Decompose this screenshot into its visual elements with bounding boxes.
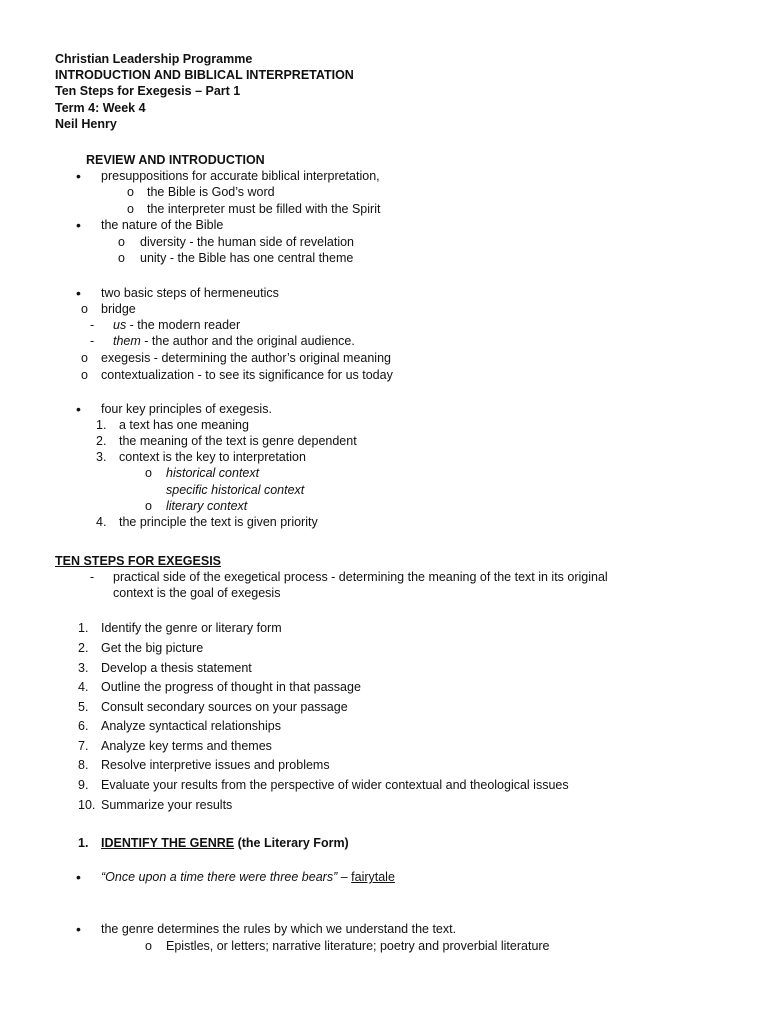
number-marker: 5.: [78, 700, 89, 714]
step-item: Develop a thesis statement: [101, 661, 252, 675]
nature-sub-item: [140, 250, 353, 266]
presup-sub-item: the Bible is God’s word: [147, 185, 275, 199]
principle-item: context is the key to interpretation: [119, 450, 306, 464]
bullet: •: [76, 869, 81, 885]
them-item: [113, 333, 355, 349]
dash-marker: -: [90, 318, 95, 332]
us-term: us: [113, 318, 127, 332]
genre-number: 1.: [78, 836, 89, 850]
step-item: Summarize your results: [101, 798, 233, 812]
us-desc: - the modern reader: [126, 318, 241, 332]
circle-bullet: o: [81, 351, 88, 365]
step-item: Evaluate your results from the perspective of wider contextual and theological issues: [101, 778, 569, 792]
circle-bullet: o: [145, 939, 152, 953]
steps-intro-line: practical side of the exegetical process - determining the meaning of the text in its original: [113, 570, 608, 584]
circle-bullet: o: [145, 499, 152, 513]
us-item: [113, 317, 240, 333]
bullet: •: [76, 217, 81, 233]
circle-bullet: o: [118, 235, 125, 249]
circle-bullet: o: [145, 466, 152, 480]
genre-quote: “Once upon a time there were three bears”: [101, 870, 338, 884]
programme-title: Christian Leadership Programme: [55, 52, 253, 66]
genre-heading-rest: (the Literary Form): [234, 836, 349, 850]
genre-rules-sub-item: Epistles, or letters; narrative literature; poetry and proverbial literature: [166, 939, 550, 953]
review-heading: REVIEW AND INTRODUCTION: [86, 153, 265, 167]
number-marker: 6.: [78, 719, 89, 733]
bullet: •: [76, 168, 81, 184]
step-item: Get the big picture: [101, 641, 204, 655]
principle-item: the meaning of the text is genre dependent: [119, 434, 357, 448]
genre-heading-underlined: IDENTIFY THE GENRE: [101, 836, 235, 850]
number-marker: 4.: [78, 680, 89, 694]
genre-rules-item: the genre determines the rules by which we understand the text.: [101, 922, 457, 936]
nature-item: the nature of the Bible: [101, 218, 224, 232]
context-sub-item: specific historical context: [166, 483, 305, 497]
step-item: Consult secondary sources on your passage: [101, 700, 348, 714]
number-marker: 9.: [78, 778, 89, 792]
number-marker: 1.: [78, 621, 89, 635]
course-title: INTRODUCTION AND BIBLICAL INTERPRETATION: [55, 68, 354, 82]
circle-bullet: o: [127, 185, 134, 199]
circle-bullet: o: [127, 202, 134, 216]
context-sub-item: literary context: [166, 499, 248, 513]
circle-bullet: o: [118, 251, 125, 265]
bullet: •: [76, 921, 81, 937]
lesson-title: Ten Steps for Exegesis – Part 1: [55, 84, 241, 98]
genre-example: [101, 869, 395, 885]
presuppositions-item: presuppositions for accurate biblical interpretation,: [101, 169, 380, 183]
number-marker: 4.: [96, 515, 107, 529]
unity-term: unity: [140, 251, 167, 265]
context-sub-item: historical context: [166, 466, 260, 480]
circle-bullet: o: [81, 368, 88, 382]
number-marker: 3.: [96, 450, 107, 464]
step-item: Identify the genre or literary form: [101, 621, 282, 635]
genre-dash: –: [337, 870, 352, 884]
genre-fairytale: fairytale: [351, 870, 395, 884]
bridge-item: bridge: [101, 302, 136, 316]
step-item: Resolve interpretive issues and problems: [101, 758, 330, 772]
contextualization-item: contextualization - to see its significance for us today: [101, 368, 393, 382]
step-item: Analyze syntactical relationships: [101, 719, 281, 733]
dash-marker: -: [90, 334, 95, 348]
diversity-term: diversity: [140, 235, 186, 249]
them-term: them: [113, 334, 141, 348]
principles-item: four key principles of exegesis.: [101, 402, 272, 416]
bullet: •: [76, 401, 81, 417]
number-marker: 3.: [78, 661, 89, 675]
steps-heading: TEN STEPS FOR EXEGESIS: [55, 554, 222, 568]
presup-sub-item: the interpreter must be filled with the Spirit: [147, 202, 381, 216]
author-name: Neil Henry: [55, 117, 117, 131]
step-item: Analyze key terms and themes: [101, 739, 272, 753]
number-marker: 8.: [78, 758, 89, 772]
principle-item: the principle the text is given priority: [119, 515, 318, 529]
diversity-desc: - the human side of revelation: [185, 235, 354, 249]
bullet: •: [76, 285, 81, 301]
hermeneutics-item: two basic steps of hermeneutics: [101, 286, 279, 300]
them-desc: - the author and the original audience.: [140, 334, 355, 348]
nature-sub-item: [140, 234, 354, 250]
principle-item: a text has one meaning: [119, 418, 249, 432]
steps-intro-line: context is the goal of exegesis: [113, 586, 281, 600]
number-marker: 1.: [96, 418, 107, 432]
number-marker: 2.: [78, 641, 89, 655]
number-marker: 7.: [78, 739, 89, 753]
number-marker: 2.: [96, 434, 107, 448]
dash-marker: -: [90, 570, 95, 584]
genre-heading: [101, 835, 349, 851]
unity-desc: - the Bible has one central theme: [166, 251, 354, 265]
term-label: Term 4: Week 4: [55, 101, 146, 115]
exegesis-item: exegesis - determining the author’s original meaning: [101, 351, 391, 365]
circle-bullet: o: [81, 302, 88, 316]
number-marker: 10.: [78, 798, 96, 812]
step-item: Outline the progress of thought in that passage: [101, 680, 361, 694]
